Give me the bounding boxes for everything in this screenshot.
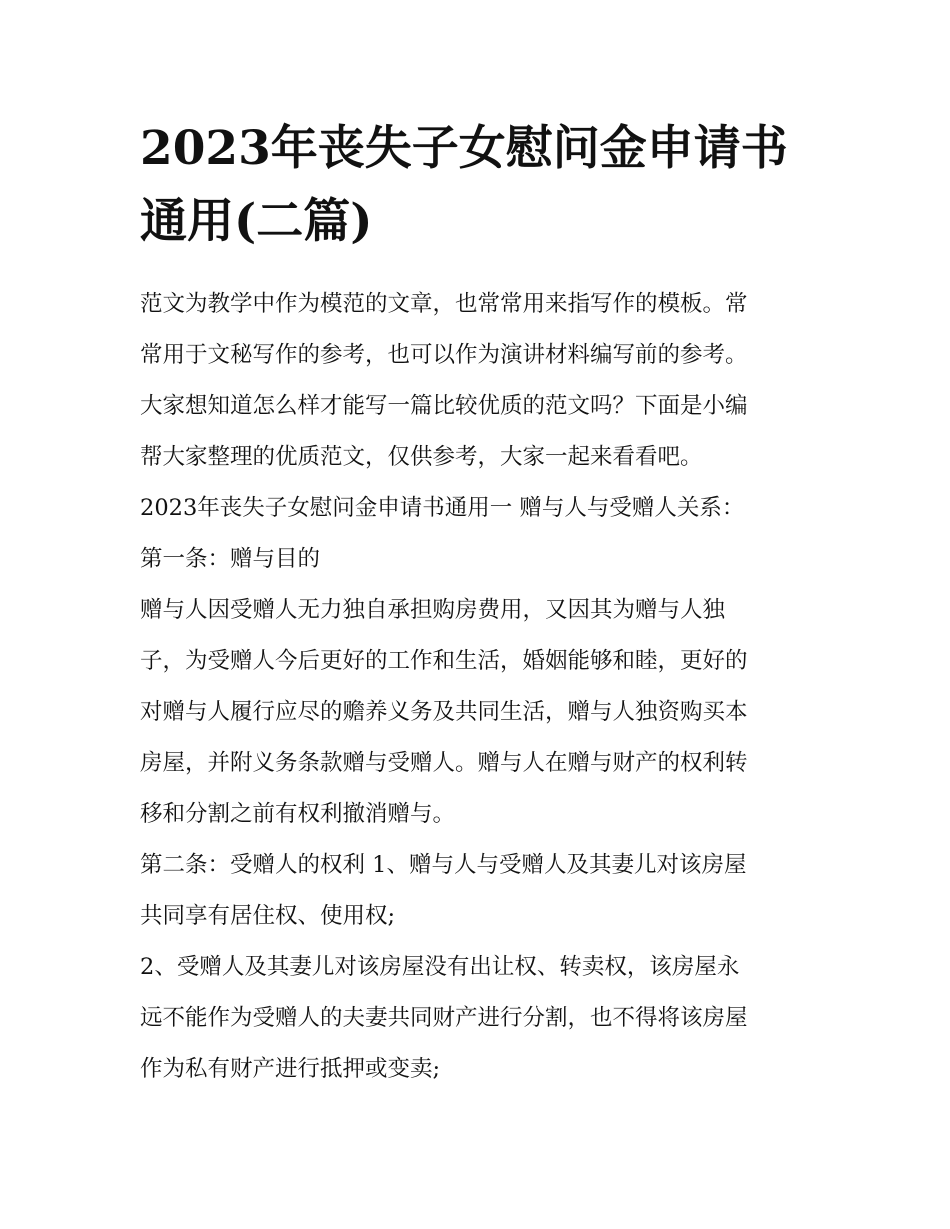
body-line: 作为私有财产进行抵押或变卖;	[140, 1056, 441, 1082]
body-line: 赠与人因受赠人无力独自承担购房费用，又因其为赠与人独	[140, 597, 726, 623]
body-line: 大家想知道怎么样才能写一篇比较优质的范文吗？下面是小编	[140, 393, 748, 419]
body-line: 共同享有居住权、使用权;	[140, 903, 396, 929]
title-line-2: 通用(二篇)	[140, 194, 373, 249]
document-title	[140, 112, 830, 258]
body-line: 移和分割之前有权利撤消赠与。	[140, 801, 456, 827]
body-line: 帮大家整理的优质范文，仅供参考，大家一起来看看吧。	[140, 444, 703, 470]
body-line: 子，为受赠人今后更好的工作和生活，婚姻能够和睦，更好的	[140, 648, 748, 674]
body-line: 常用于文秘写作的参考，也可以作为演讲材料编写前的参考。	[140, 342, 748, 368]
body-line: 2、受赠人及其妻儿对该房屋没有出让权、转卖权，该房屋永	[140, 954, 740, 980]
body-line: 第一条：赠与目的	[140, 546, 321, 572]
body-line: 2023年丧失子女慰问金申请书通用一 赠与人与受赠人关系：	[140, 495, 745, 521]
body-line: 房屋，并附义务条款赠与受赠人。赠与人在赠与财产的权利转	[140, 750, 748, 776]
body-line: 远不能作为受赠人的夫妻共同财产进行分割，也不得将该房屋	[140, 1005, 748, 1031]
body-line: 第二条：受赠人的权利 1、赠与人与受赠人及其妻儿对该房屋	[140, 852, 747, 878]
body-line: 对赠与人履行应尽的赡养义务及共同生活，赠与人独资购买本	[140, 699, 748, 725]
document-body	[140, 279, 830, 1095]
body-line: 范文为教学中作为模范的文章，也常常用来指写作的模板。常	[140, 291, 748, 317]
title-line-1: 2023年丧失子女慰问金申请书	[140, 121, 788, 176]
